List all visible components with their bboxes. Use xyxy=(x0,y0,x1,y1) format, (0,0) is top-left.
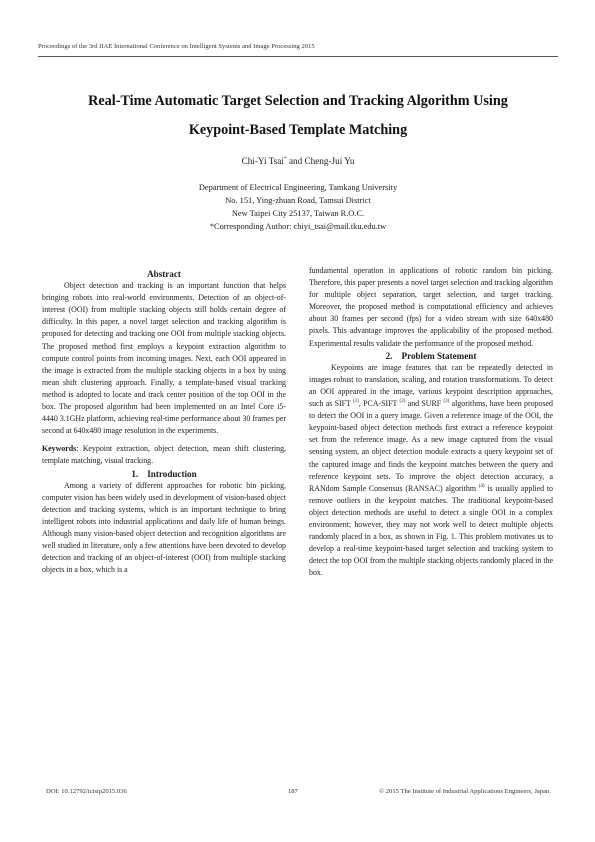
keywords-label: Keywords xyxy=(42,444,77,454)
author-line xyxy=(38,156,558,166)
introduction-heading: 1. Introduction xyxy=(131,468,197,479)
citation-3: (3) xyxy=(443,399,450,405)
keywords-text: : Keypoint extraction, object detection, mean shift clustering, template matching, visual tracking. xyxy=(42,444,286,466)
introduction-text: Among a variety of different approaches for robotic bin picking, computer vision has been widely used in development of vision-based object detection and tracking systems, which is an important technique to bring intelligent robots into industrial applications and daily life of human beings. Although many vision-based object detection and recognition algorithms are well studied in literature, only a few attentions have been devoted to develop detection and tracking of an object-of-interest (OOI) from multiple stacking objects in a box, which is a xyxy=(42,480,286,575)
citation-1: (1) xyxy=(353,399,359,405)
author-1: Chi-Yi Tsai xyxy=(241,156,284,166)
author-2: and Cheng-Jui Yu xyxy=(286,156,355,166)
corresponding-author: *Corresponding Author: chiyi_tsai@mail.tku.edu.tw xyxy=(209,222,387,231)
header-rule xyxy=(38,56,558,57)
problem-statement-heading: 2. Problem Statement xyxy=(385,350,477,361)
introduction-continued: fundamental operation in applications of robotic random bin picking. Therefore, this paper presents a novel target selection and tracking algorithm for multiple object separation, target selection, and target tracking. Moreover, the proposed method is computational efficiency and achieves about 30 frames per second (fps) for a video stream with size 640x480 pixels. This advantage improves the applicability of the proposed method. Experimental results validate the performance of the proposed method. xyxy=(309,266,553,348)
keywords xyxy=(42,443,286,467)
citation-2: (2) xyxy=(399,399,406,405)
abstract-heading: Abstract xyxy=(147,269,181,279)
problem-statement-text: Keypoints are image features that can be repeatedly detected in images robust to translation, scaling, and rotation transformations. To detect an OOI appeared in the image, various keypoint description approaches, such as SIFT $^{(1)}$, PCA-SIFT $^{(2)}$ and SURF $^{(3)}$ algorithms, have been proposed to detect the OOI in a query image. Given a reference image of the OOI, the keypoint-based object detection methods first extract a reference keypoint set from the reference image. As a new image captured from the visual sensing system, an object detection module extracts a query keypoint set of the captured image and finds the keypoint matches between the query and reference keypoint sets. To improve the object detection accuracy, a RANdom Sample Consensus (RANSAC) algorithm $^{(4)}$ is usually applied to remove outliers in the keypoint matches. The traditional keypoint-based object detection methods are useful to detect a single OOI in a complex environment; however, they may not work well to detect multiple objects randomly placed in a box, as shown in Fig. 1. This problem motivates us to develop a real-time keypoint-based target selection and tracking system to detect the top OOI from the multiple stacking objects randomly placed in the box. xyxy=(309,362,553,578)
paper-title-line-2: Keypoint-Based Template Matching xyxy=(188,122,408,138)
footer-doi: DOI: 10.12792/icisip2015.036 xyxy=(46,788,127,795)
paper-title-line-1: Real-Time Automatic Target Selection and Tracking Algorithm Using xyxy=(88,93,508,109)
citation-4: (4) xyxy=(478,483,485,489)
left-column xyxy=(42,268,286,576)
affiliation-address: No. 151, Ying-zhuan Road, Tamsui District xyxy=(225,196,371,205)
affiliation-city: New Taipei City 25137, Taiwan R.O.C. xyxy=(231,209,365,218)
footer-copyright: © 2015 The Institute of Industrial Applications Engineers, Japan. xyxy=(379,788,551,795)
proceedings-header: Proceedings of the 3rd IIAE International Conference on Intelligent Systems and Image Processing 2015 xyxy=(38,43,315,50)
abstract-text: Object detection and tracking is an important function that helps bringing robots into real-world environments. Detection of an object-of-interest (OOI) from multiple stacking objects still holds certain degree of difficulty. In this paper, a novel target selection and tracking algorithm is proposed for detecting and tracking one OOI from multiple stacking objects. The proposed method first employs a keypoint extraction algorithm to compute control points from incoming images. Next, each OOI appeared in the image is extracted from the multiple stacking objects in a box by using mean shift clustering approach. Finally, a template-based visual tracking method is adopted to locate and track center position of the top OOI in the box. The proposed algorithm had been implemented on an Intel Core i5-4440 3.1GHz platform, achieving real-time performance about 30 frames per second at 640x480 image resolution in the experiments. xyxy=(42,281,286,436)
corresponding-mark: * xyxy=(283,156,287,162)
right-column xyxy=(309,265,553,579)
affiliation-department: Department of Electrical Engineering, Tamkang University xyxy=(198,183,398,192)
page-number: 187 xyxy=(288,788,298,795)
